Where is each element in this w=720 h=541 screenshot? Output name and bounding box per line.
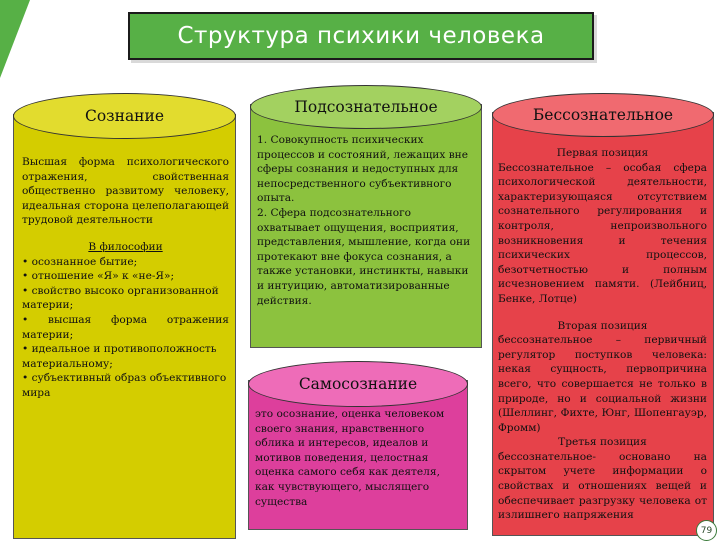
philosophy-item: • свойство высоко организованной материи; [22,284,219,312]
consciousness-panel [13,114,236,539]
position-2-title: Вторая позиция [557,319,648,332]
position-3-title: Третья позиция [558,436,647,449]
self-consciousness-text: это осознание, оценка человеком своего знания, нравственного облика и интересов, идеалов и мотивов поведения, целостная оценка самого себя как деятеля, как чувствующего, мыслящего существа [255,408,445,508]
slide-title: Структура психики человека [128,12,594,60]
corner-triangle-decoration [0,0,30,78]
unconscious-panel [492,112,714,536]
consciousness-definition: Высшая форма психологического отражения, свойственная общественно развитому человеку, идеальная сторона целеполагающей трудовой деятельности [22,156,230,227]
consciousness-header: Сознание [13,93,236,139]
philosophy-item: • идеальное и противоположность материальному; [22,343,217,370]
subconscious-panel [250,104,482,348]
self-consciousness-header: Самосознание [248,361,468,407]
subconscious-text-1: 1. Совокупность психических процессов и состояний, лежащих вне сферы сознания и недоступных для непосредственного субъективного опыта. [257,134,468,205]
position-3-text: бессознательное- основано на скрытом учете информации о свойствах и отношениях вещей и обеспечивает разгрузку человека от излишнего напряжения [498,450,707,522]
page-number: 79 [696,520,717,541]
philosophy-item: • осознанное бытие; [22,255,138,268]
philosophy-item: • высшая форма отражения материи; [22,313,229,341]
philosophy-item: • отношение «Я» к «не-Я»; [22,270,175,283]
position-1-title: Первая позиция [556,147,649,159]
philosophy-list [22,255,229,401]
subconscious-text-2: 2. Сфера подсознательного охватывает ощущения, восприятия, представления, мышление, когда они протекают вне фокуса сознания, а также установки, инстинкты, навыки и интуицию, автоматизированные действия. [257,206,471,307]
position-1-text: Бессознательное – особая сфера психологической деятельности, характеризующаяся отсутствием сознательного регулирования и контроля, непроизвольного возникновения и течения психических процессов, безотчетностью и полным исчезновением памяти. (Лейбниц, Бенке, Лотце) [498,161,707,305]
subconscious-header: Подсознательное [250,85,482,129]
philosophy-title: В философии [88,240,163,253]
position-2-text: бессознательное – первичный регулятор поступков человека: некая сущность, первопричина всего, что совершается не только в природе, но и социальной жизни (Шеллинг, Фихте, Юнг, Шопенгауэр, Фромм) [498,334,707,434]
unconscious-header: Бессознательное [492,93,714,137]
philosophy-item: • субъективный образ объективного мира [22,372,227,399]
